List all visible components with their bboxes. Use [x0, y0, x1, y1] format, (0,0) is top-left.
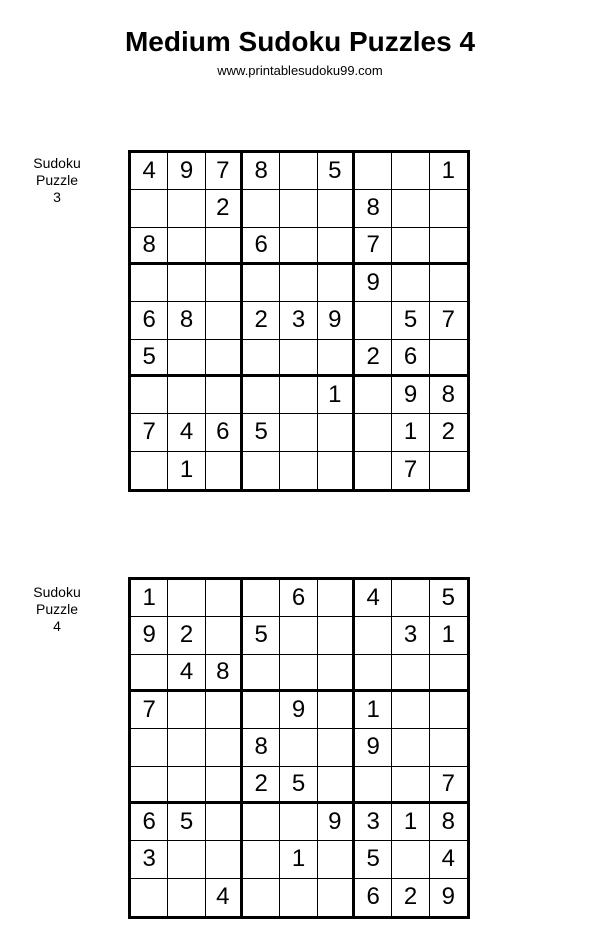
given-cell: 5 — [280, 767, 317, 804]
empty-cell[interactable] — [318, 580, 355, 617]
empty-cell[interactable] — [355, 414, 392, 451]
empty-cell[interactable] — [430, 692, 467, 729]
given-cell: 2 — [206, 190, 243, 227]
given-cell: 2 — [243, 302, 280, 339]
puzzle-label-line1: Sudoku — [33, 155, 81, 171]
given-cell: 9 — [441, 883, 455, 911]
empty-cell[interactable] — [430, 452, 467, 489]
empty-cell[interactable] — [131, 265, 168, 302]
empty-cell[interactable] — [318, 655, 355, 692]
given-cell: 5 — [243, 414, 280, 451]
given-cell: 9 — [318, 804, 355, 841]
empty-cell[interactable] — [318, 841, 355, 878]
empty-cell[interactable] — [430, 228, 467, 265]
empty-cell[interactable] — [206, 804, 243, 841]
empty-cell[interactable] — [355, 767, 392, 804]
given-cell: 1 — [392, 414, 429, 451]
empty-cell[interactable] — [392, 153, 429, 190]
empty-cell[interactable] — [243, 692, 280, 729]
given-cell: 5 — [355, 841, 392, 878]
site-url: www.printablesudoku99.com — [217, 63, 383, 78]
sudoku-grid — [128, 150, 470, 492]
empty-cell[interactable] — [131, 190, 168, 227]
empty-cell[interactable] — [318, 879, 355, 916]
empty-cell[interactable] — [131, 452, 168, 489]
given-cell: 6 — [355, 879, 392, 916]
empty-cell[interactable] — [318, 692, 355, 729]
empty-cell[interactable] — [392, 655, 429, 692]
empty-cell[interactable] — [168, 841, 205, 878]
given-cell: 4 — [206, 879, 243, 916]
given-cell: 7 — [131, 692, 168, 729]
puzzle-number: 3 — [53, 189, 61, 205]
given-cell: 3 — [280, 302, 317, 339]
empty-cell[interactable] — [430, 340, 467, 377]
given-cell: 4 — [168, 414, 205, 451]
given-cell: 1 — [168, 452, 205, 489]
given-cell: 9 — [355, 265, 392, 302]
given-cell: 9 — [318, 302, 355, 339]
given-cell: 4 — [430, 841, 467, 878]
given-cell: 6 — [206, 414, 243, 451]
given-cell: 6 — [392, 340, 429, 377]
empty-cell[interactable] — [355, 377, 392, 414]
empty-cell[interactable] — [206, 452, 243, 489]
empty-cell[interactable] — [280, 617, 317, 654]
given-cell: 1 — [430, 617, 467, 654]
empty-cell[interactable] — [392, 580, 429, 617]
puzzle-label — [22, 155, 92, 206]
empty-cell[interactable] — [168, 228, 205, 265]
empty-cell[interactable] — [280, 729, 317, 766]
given-cell: 4 — [355, 580, 392, 617]
empty-cell[interactable] — [430, 190, 467, 227]
empty-cell[interactable] — [243, 580, 280, 617]
empty-cell[interactable] — [280, 452, 317, 489]
given-cell: 8 — [430, 804, 467, 841]
empty-cell[interactable] — [280, 879, 317, 916]
empty-cell[interactable] — [168, 580, 205, 617]
given-cell: 9 — [392, 377, 429, 414]
empty-cell[interactable] — [206, 302, 243, 339]
empty-cell[interactable] — [131, 879, 168, 916]
sudoku-grid — [128, 577, 470, 919]
empty-cell[interactable] — [131, 655, 168, 692]
empty-cell[interactable] — [392, 841, 429, 878]
puzzle-label-line2: Puzzle — [35, 601, 79, 617]
empty-cell[interactable] — [243, 879, 280, 916]
empty-cell[interactable] — [318, 617, 355, 654]
given-cell: 5 — [131, 340, 168, 377]
puzzle-label — [22, 584, 92, 635]
empty-cell[interactable] — [430, 265, 467, 302]
given-cell: 2 — [430, 414, 467, 451]
empty-cell[interactable] — [355, 655, 392, 692]
empty-cell[interactable] — [318, 190, 355, 227]
empty-cell[interactable] — [243, 377, 280, 414]
empty-cell[interactable] — [280, 340, 317, 377]
empty-cell[interactable] — [243, 841, 280, 878]
empty-cell[interactable] — [318, 265, 355, 302]
empty-cell[interactable] — [168, 265, 205, 302]
empty-cell[interactable] — [243, 340, 280, 377]
empty-cell[interactable] — [318, 452, 355, 489]
given-cell: 8 — [355, 190, 392, 227]
given-cell: 6 — [131, 302, 168, 339]
given-cell: 1 — [131, 580, 168, 617]
empty-cell[interactable] — [318, 414, 355, 451]
empty-cell[interactable] — [355, 617, 392, 654]
empty-cell[interactable] — [168, 340, 205, 377]
given-cell: 5 — [168, 804, 205, 841]
empty-cell[interactable] — [280, 804, 317, 841]
empty-cell[interactable] — [318, 729, 355, 766]
given-cell: 4 — [168, 655, 205, 692]
given-cell: 7 — [206, 153, 243, 190]
given-cell: 5 — [243, 617, 280, 654]
empty-cell[interactable] — [206, 580, 243, 617]
empty-cell[interactable] — [131, 767, 168, 804]
empty-cell[interactable] — [392, 228, 429, 265]
empty-cell[interactable] — [206, 767, 243, 804]
given-cell: 5 — [318, 153, 355, 190]
empty-cell[interactable] — [355, 302, 392, 339]
given-cell: 8 — [430, 377, 467, 414]
empty-cell[interactable] — [392, 692, 429, 729]
given-cell: 7 — [131, 414, 168, 451]
given-cell: 1 — [355, 692, 392, 729]
given-cell: 6 — [280, 580, 317, 617]
empty-cell[interactable] — [206, 729, 243, 766]
given-cell: 2 — [392, 879, 429, 916]
empty-cell[interactable] — [168, 190, 205, 227]
given-cell: 8 — [131, 228, 168, 265]
empty-cell[interactable] — [131, 729, 168, 766]
empty-cell[interactable] — [318, 228, 355, 265]
empty-cell[interactable] — [168, 729, 205, 766]
given-cell: 2 — [355, 340, 392, 377]
given-cell: 1 — [392, 804, 429, 841]
given-cell: 3 — [131, 841, 168, 878]
empty-cell[interactable] — [168, 767, 205, 804]
given-cell: 7 — [430, 302, 467, 339]
empty-cell[interactable] — [280, 265, 317, 302]
given-cell: 9 — [280, 692, 317, 729]
given-cell: 8 — [243, 153, 280, 190]
empty-cell[interactable] — [131, 377, 168, 414]
given-cell: 2 — [243, 767, 280, 804]
given-cell: 1 — [318, 377, 355, 414]
empty-cell[interactable] — [206, 617, 243, 654]
empty-cell[interactable] — [243, 655, 280, 692]
given-cell: 3 — [392, 617, 429, 654]
empty-cell[interactable] — [206, 841, 243, 878]
given-cell: 8 — [206, 655, 243, 692]
empty-cell[interactable] — [392, 767, 429, 804]
empty-cell[interactable] — [430, 729, 467, 766]
empty-cell[interactable] — [430, 655, 467, 692]
empty-cell[interactable] — [392, 729, 429, 766]
empty-cell[interactable] — [243, 265, 280, 302]
puzzle-label-line1: Sudoku — [33, 584, 81, 600]
empty-cell[interactable] — [206, 340, 243, 377]
given-cell: 9 — [355, 729, 392, 766]
empty-cell[interactable] — [206, 265, 243, 302]
empty-cell[interactable] — [392, 265, 429, 302]
given-cell: 7 — [355, 228, 392, 265]
empty-cell[interactable] — [280, 190, 317, 227]
empty-cell[interactable] — [168, 692, 205, 729]
given-cell: 6 — [243, 228, 280, 265]
empty-cell[interactable] — [355, 153, 392, 190]
empty-cell[interactable] — [206, 692, 243, 729]
given-cell: 6 — [131, 804, 168, 841]
empty-cell[interactable] — [355, 452, 392, 489]
empty-cell[interactable] — [280, 228, 317, 265]
empty-cell[interactable] — [280, 377, 317, 414]
given-cell: 7 — [392, 452, 429, 489]
empty-cell[interactable] — [280, 655, 317, 692]
empty-cell[interactable] — [392, 190, 429, 227]
given-cell: 3 — [355, 804, 392, 841]
empty-cell[interactable] — [243, 452, 280, 489]
empty-cell[interactable] — [168, 879, 205, 916]
given-cell: 1 — [280, 841, 317, 878]
puzzle-number: 4 — [53, 618, 61, 634]
given-cell: 5 — [392, 302, 429, 339]
given-cell: 4 — [131, 153, 168, 190]
empty-cell[interactable] — [280, 153, 317, 190]
empty-cell[interactable] — [206, 377, 243, 414]
empty-cell[interactable] — [318, 767, 355, 804]
empty-cell[interactable] — [243, 804, 280, 841]
page-title: Medium Sudoku Puzzles 4 — [124, 26, 476, 57]
given-cell: 1 — [430, 153, 467, 190]
given-cell: 9 — [131, 617, 168, 654]
puzzle-label-line2: Puzzle — [35, 172, 79, 188]
empty-cell[interactable] — [168, 377, 205, 414]
given-cell: 2 — [168, 617, 205, 654]
empty-cell[interactable] — [243, 190, 280, 227]
empty-cell[interactable] — [280, 414, 317, 451]
given-cell: 8 — [243, 729, 280, 766]
empty-cell[interactable] — [318, 340, 355, 377]
given-cell: 9 — [168, 153, 205, 190]
empty-cell[interactable] — [206, 228, 243, 265]
given-cell: 8 — [168, 302, 205, 339]
given-cell: 7 — [430, 767, 467, 804]
given-cell: 5 — [430, 580, 467, 617]
